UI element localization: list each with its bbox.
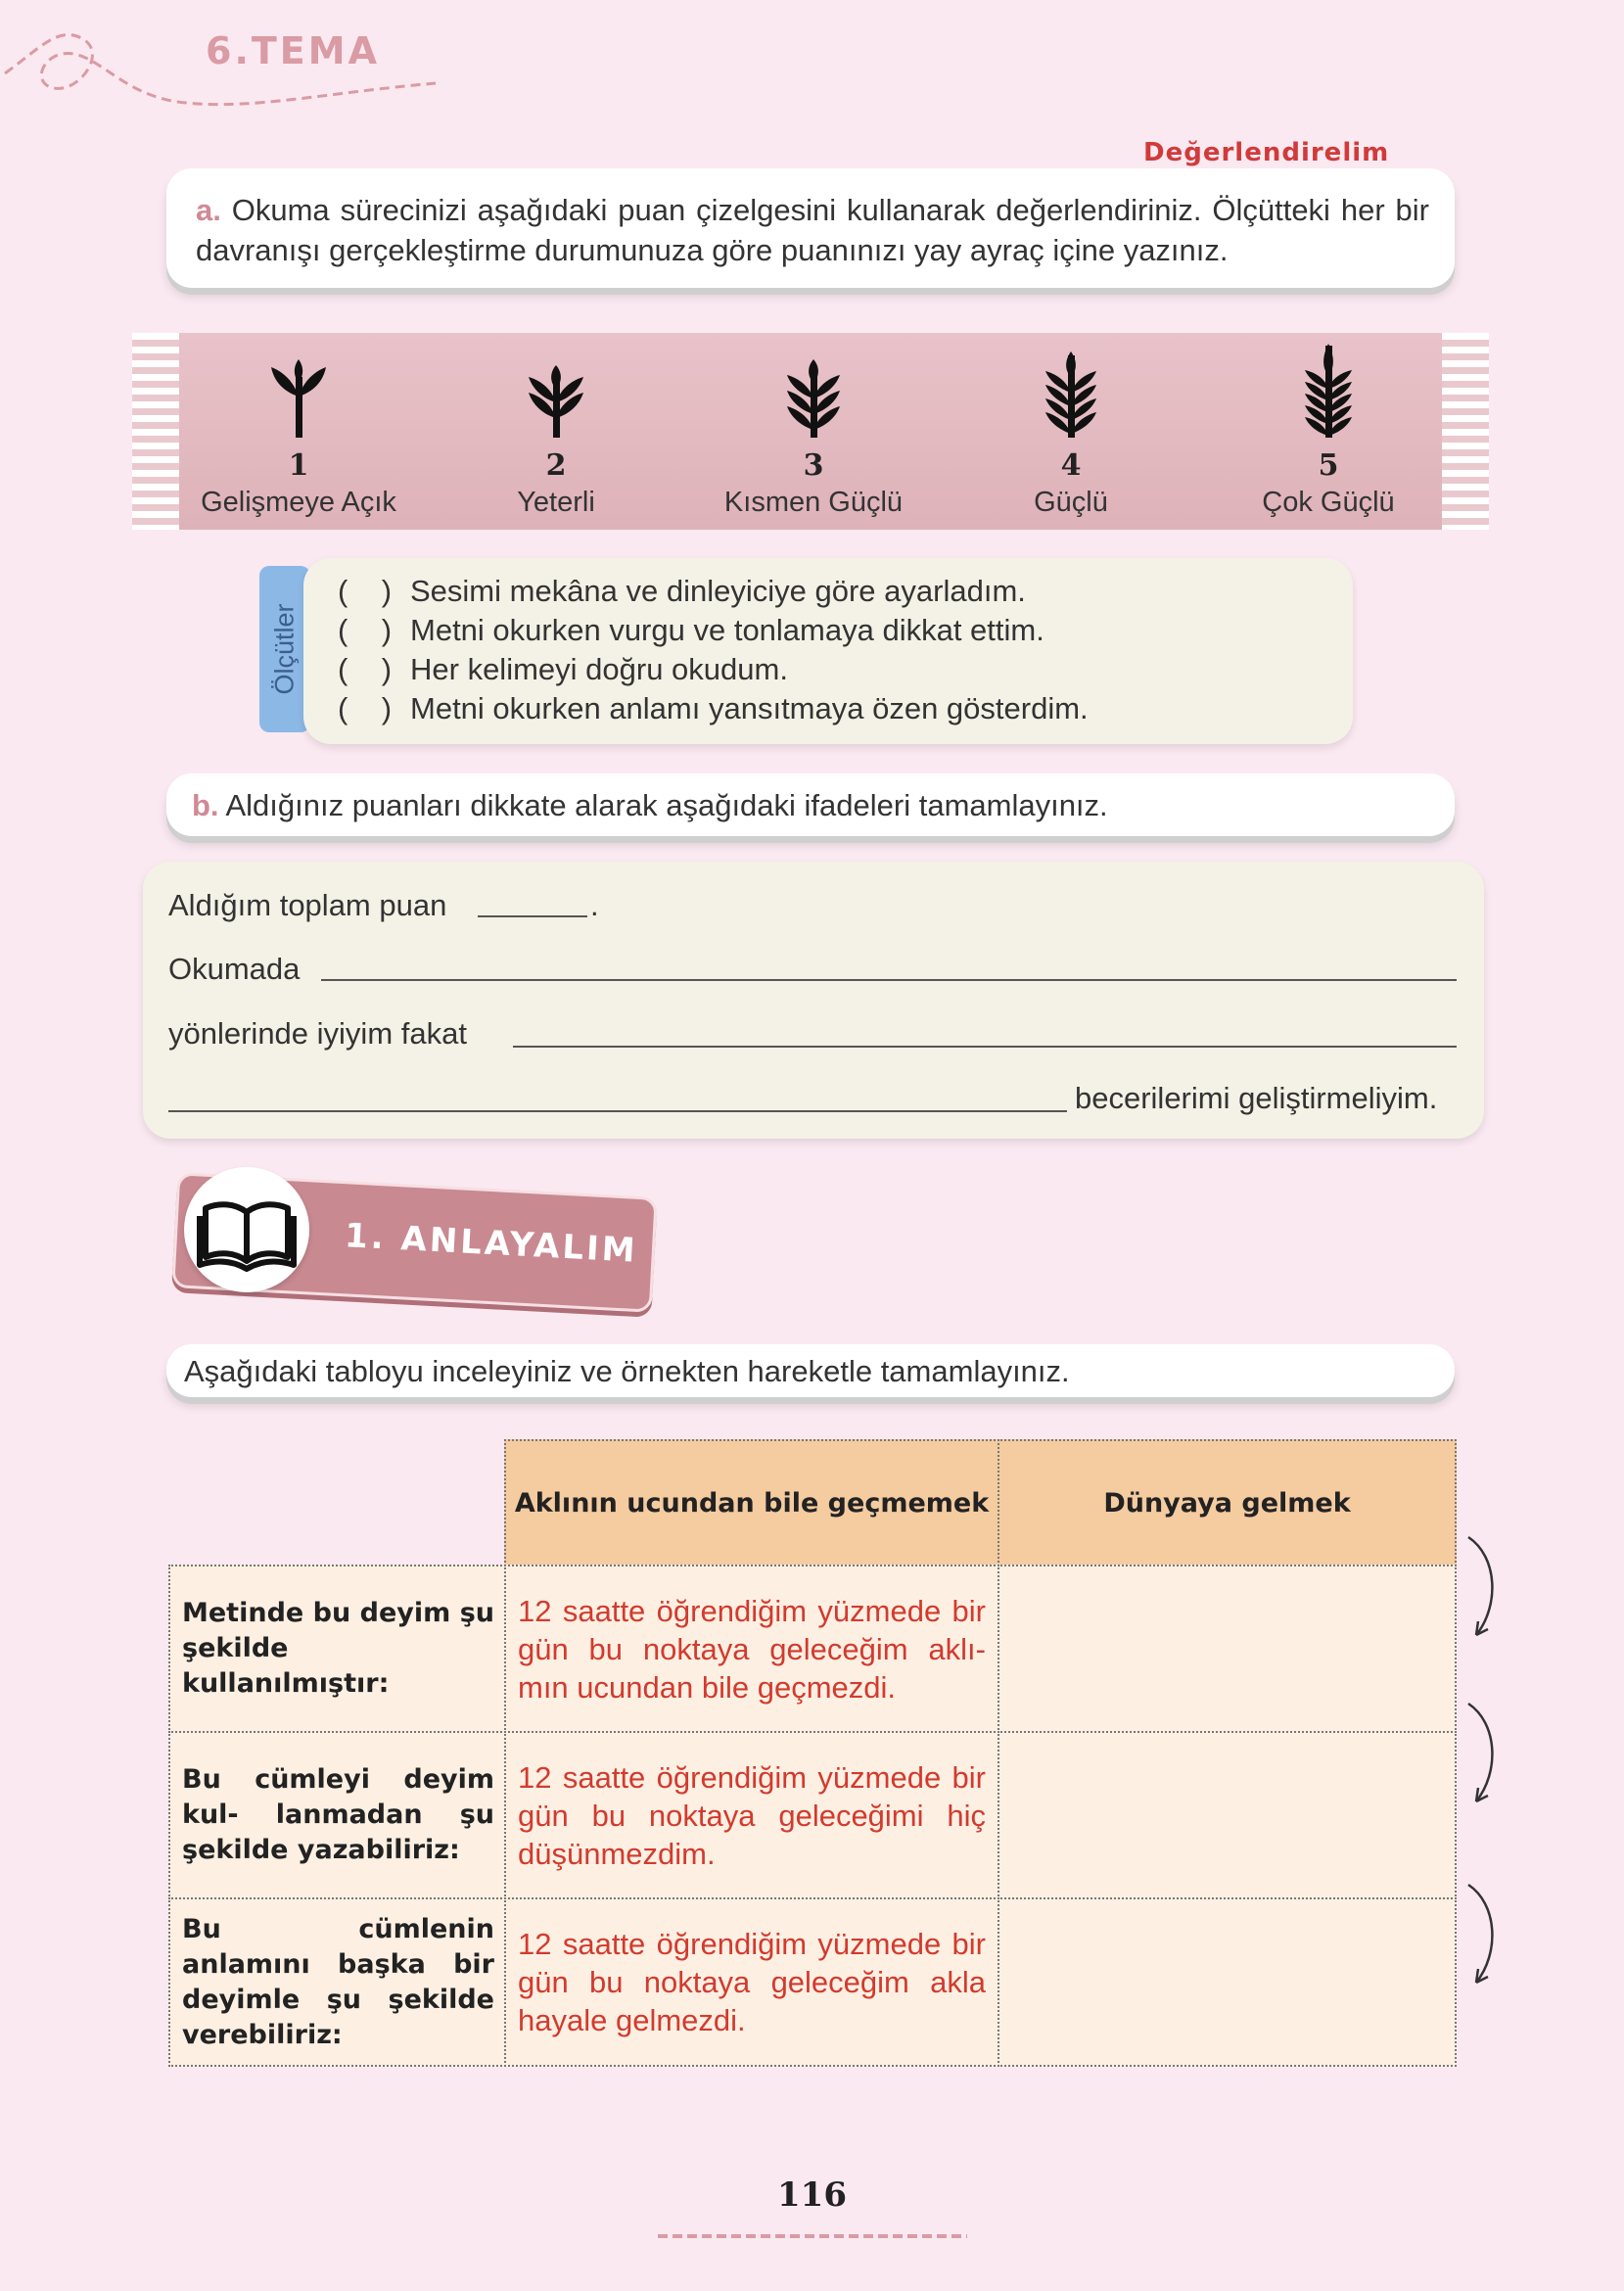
total-score-period: . xyxy=(590,888,599,922)
instruction-a-letter: a. xyxy=(196,193,221,227)
instruction-a-text: Okuma sürecinizi aşağıdaki puan çizelgesini kullanarak değerlendiriniz. Ölçütteki her bir davranışı gerçekleştirme durumunuza göre puanınızı yay ayraç içine yazınız. xyxy=(196,193,1429,267)
score-paren[interactable]: ( ) xyxy=(338,652,393,686)
scale-label-4: Güçlü xyxy=(1034,487,1108,518)
scale-label-5: Çok Güçlü xyxy=(1262,487,1395,518)
table-header-task: Dünyaya gelmek xyxy=(998,1439,1457,1566)
scale-item-1 xyxy=(181,338,416,520)
table-example-1: 12 saatte öğrendiğim yüzmede bir gün bu noktaya geleceğim aklı- mın ucundan bile geçmezdi. xyxy=(504,1565,999,1733)
table-answer-2[interactable] xyxy=(998,1731,1457,1899)
criteria-item xyxy=(338,650,1089,689)
table-answer-1[interactable] xyxy=(998,1565,1457,1733)
instruction-a xyxy=(166,168,1455,288)
scale-num-5: 5 xyxy=(1318,448,1339,483)
table-row-label-3: Bu cümlenin anlamını başka bir deyimle şu şekilde verebiliriz: xyxy=(168,1897,506,2067)
scale-item-4 xyxy=(953,338,1188,520)
scale-num-1: 1 xyxy=(288,448,309,483)
scale-item-3 xyxy=(696,338,931,520)
band-fringe-left xyxy=(132,333,179,530)
criteria-item xyxy=(338,611,1089,650)
strengths-label: yönlerinde iyiyim fakat xyxy=(168,1016,467,1051)
scale-num-4: 4 xyxy=(1060,448,1082,483)
criteria-tab-label: Ölçütler xyxy=(269,603,300,695)
strengths-blank[interactable] xyxy=(513,1046,1457,1048)
criteria-text: Sesimi mekâna ve dinleyiciye göre ayarladım. xyxy=(410,574,1026,608)
table-example-2: 12 saatte öğrendiğim yüzmede bir gün bu noktaya geleceğimi hiç düşünmezdim. xyxy=(504,1731,999,1899)
scale-item-2 xyxy=(439,338,673,520)
scale-num-3: 3 xyxy=(803,448,824,483)
table-row-label-2: Bu cümleyi deyim kul- lanmadan şu şekilde yazabiliriz: xyxy=(168,1731,506,1899)
sprout-1-icon xyxy=(259,338,338,447)
reading-blank[interactable] xyxy=(321,979,1457,981)
improve-label: becerilerimi geliştirmeliyim. xyxy=(1075,1081,1438,1115)
instruction-c: Aşağıdaki tabloyu inceleyiniz ve örnekten hareketle tamamlayınız. xyxy=(166,1344,1455,1397)
scale-label-2: Yeterli xyxy=(517,487,595,518)
page-number-underline xyxy=(656,2230,969,2242)
open-book-icon xyxy=(184,1167,309,1292)
idiom-table xyxy=(168,1439,1457,2067)
score-paren[interactable]: ( ) xyxy=(338,613,393,647)
sprout-2-icon xyxy=(517,338,595,447)
table-answer-3[interactable] xyxy=(998,1897,1457,2067)
sprout-5-icon xyxy=(1289,338,1368,447)
sprout-3-icon xyxy=(774,338,853,447)
curved-arrows-decoration xyxy=(1459,1527,1517,2036)
score-paren[interactable]: ( ) xyxy=(338,574,393,608)
total-score-label: Aldığım toplam puan xyxy=(168,888,447,922)
section-tag: Değerlendirelim xyxy=(1143,138,1390,167)
scale-label-1: Gelişmeye Açık xyxy=(201,487,396,518)
instruction-b-letter: b. xyxy=(192,788,219,822)
table-example-3: 12 saatte öğrendiğim yüzmede bir gün bu noktaya geleceğim akla hayale gelmezdi. xyxy=(504,1897,999,2067)
criteria-item xyxy=(338,572,1089,611)
total-score-blank[interactable] xyxy=(478,915,587,917)
sprout-4-icon xyxy=(1032,338,1110,447)
section-icon-circle xyxy=(184,1167,309,1292)
score-paren[interactable]: ( ) xyxy=(338,691,393,725)
criteria-text: Her kelimeyi doğru okudum. xyxy=(410,652,788,686)
criteria-item xyxy=(338,689,1089,728)
criteria-text: Metni okurken anlamı yansıtmaya özen gösterdim. xyxy=(410,691,1089,725)
scale-item-5 xyxy=(1211,338,1446,520)
instruction-b xyxy=(166,773,1455,836)
band-fringe-right xyxy=(1442,333,1489,530)
improve-blank[interactable] xyxy=(168,1110,1067,1112)
instruction-b-text: Aldığınız puanları dikkate alarak aşağıdaki ifadeleri tamamlayınız. xyxy=(218,788,1108,822)
scale-label-3: Kısmen Güçlü xyxy=(723,487,904,518)
page-number: 116 xyxy=(777,2175,847,2215)
reading-label: Okumada xyxy=(168,952,301,986)
criteria-text: Metni okurken vurgu ve tonlamaya dikkat ettim. xyxy=(410,613,1044,647)
table-header-example: Aklının ucundan bile geçmemek xyxy=(504,1439,999,1566)
theme-label: 6.TEMA xyxy=(206,29,380,72)
section-title: 1. ANLAYALIM xyxy=(344,1216,639,1271)
criteria-list xyxy=(338,572,1089,728)
scale-num-2: 2 xyxy=(545,448,567,483)
table-row-label-1: Metinde bu deyim şu şekilde kullanılmıştır: xyxy=(168,1565,506,1733)
